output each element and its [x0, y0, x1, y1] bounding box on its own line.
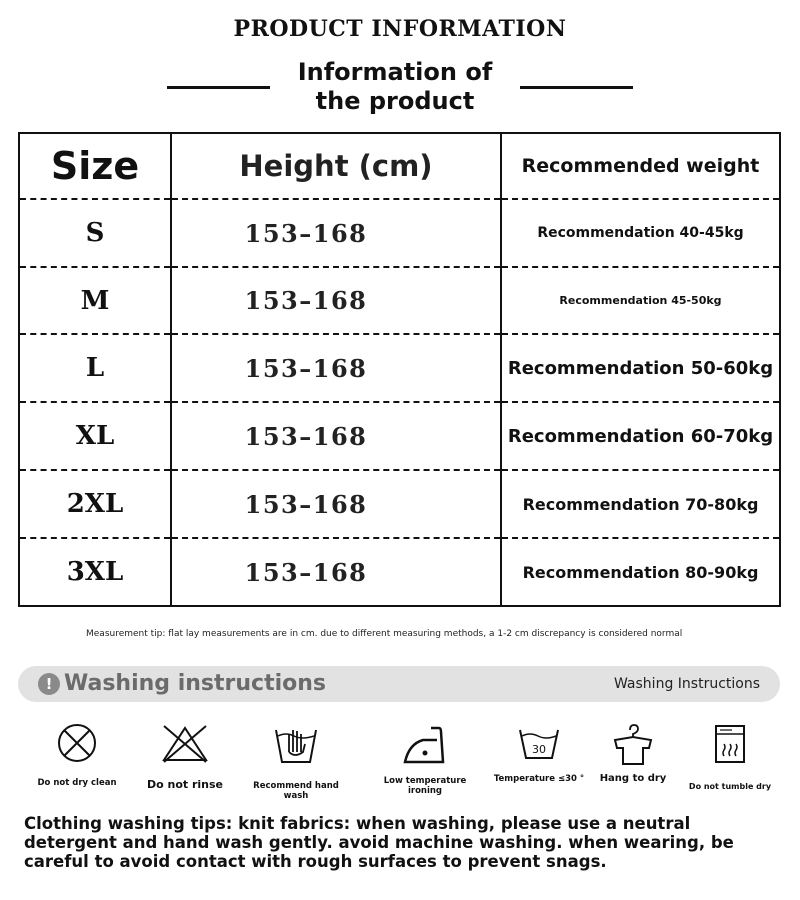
care-label: Temperature ≤30 ° — [493, 774, 585, 784]
washing-header-bar — [18, 666, 780, 702]
warning-icon: ! — [38, 673, 60, 695]
care-item — [130, 722, 240, 790]
washing-subtitle: Washing Instructions — [613, 676, 760, 692]
care-label: Do not tumble dry — [688, 782, 772, 791]
height-cell: 153–168 — [171, 267, 501, 334]
height-cell: 153–168 — [171, 538, 501, 606]
size-cell: XL — [19, 402, 171, 470]
table-header-row — [19, 133, 780, 199]
header-weight: Recommended weight — [501, 133, 780, 199]
subtitle-line-1: Information of — [297, 58, 493, 86]
height-cell: 153–168 — [171, 199, 501, 267]
washing-tips: Clothing washing tips: knit fabrics: when washing, please use a neutral detergent and hand wash gently. avoid machine washing. when wearing, be careful to avoid contact with rough surfaces to prevent snags. — [24, 814, 734, 871]
size-cell: 2XL — [19, 470, 171, 538]
weight-cell: Recommendation 40-45kg — [501, 199, 780, 267]
care-label: Hang to dry — [599, 773, 667, 784]
care-item — [675, 722, 785, 792]
header-size: Size — [19, 133, 171, 199]
table-row — [19, 199, 780, 267]
care-item — [22, 722, 132, 788]
size-cell: L — [19, 334, 171, 402]
weight-cell: Recommendation 70-80kg — [501, 470, 780, 538]
size-cell: M — [19, 267, 171, 334]
care-label: Do not rinse — [146, 778, 224, 791]
size-cell: S — [19, 199, 171, 267]
care-item — [241, 722, 351, 801]
hang-dry-icon — [611, 722, 655, 768]
care-item — [370, 722, 480, 796]
no-dry-clean-icon — [56, 722, 98, 764]
care-label: Do not dry clean — [37, 778, 117, 788]
care-label: Recommend hand wash — [253, 781, 339, 801]
weight-cell: Recommendation 45-50kg — [501, 267, 780, 334]
care-label: Low temperature ironing — [383, 776, 467, 796]
subtitle-line-2: the product — [315, 87, 475, 115]
washing-title: Washing instructions — [64, 671, 326, 696]
table-row — [19, 538, 780, 606]
weight-cell: Recommendation 50-60kg — [501, 334, 780, 402]
section-subtitle — [270, 58, 520, 120]
wash-temp-text: 30 — [532, 743, 546, 756]
table-row — [19, 470, 780, 538]
weight-cell: Recommendation 60-70kg — [501, 402, 780, 470]
table-row — [19, 334, 780, 402]
table-row — [19, 402, 780, 470]
low-iron-icon — [401, 722, 449, 768]
wash-30-icon — [517, 722, 561, 762]
hand-wash-icon — [273, 722, 319, 766]
height-cell: 153–168 — [171, 334, 501, 402]
height-cell: 153–168 — [171, 470, 501, 538]
height-cell: 153–168 — [171, 402, 501, 470]
size-cell: 3XL — [19, 538, 171, 606]
table-row — [19, 267, 780, 334]
weight-cell: Recommendation 80-90kg — [501, 538, 780, 606]
no-rinse-icon — [160, 722, 210, 764]
header-height: Height (cm) — [171, 133, 501, 199]
no-tumble-dry-icon — [712, 722, 748, 766]
care-item — [578, 722, 688, 784]
measurement-note: Measurement tip: flat lay measurements are in cm. due to different measuring methods, a 1-2 cm discrepancy is considered normal — [86, 629, 683, 639]
size-table — [18, 132, 781, 607]
page-title: PRODUCT INFORMATION — [233, 16, 567, 42]
care-icons — [30, 722, 770, 802]
